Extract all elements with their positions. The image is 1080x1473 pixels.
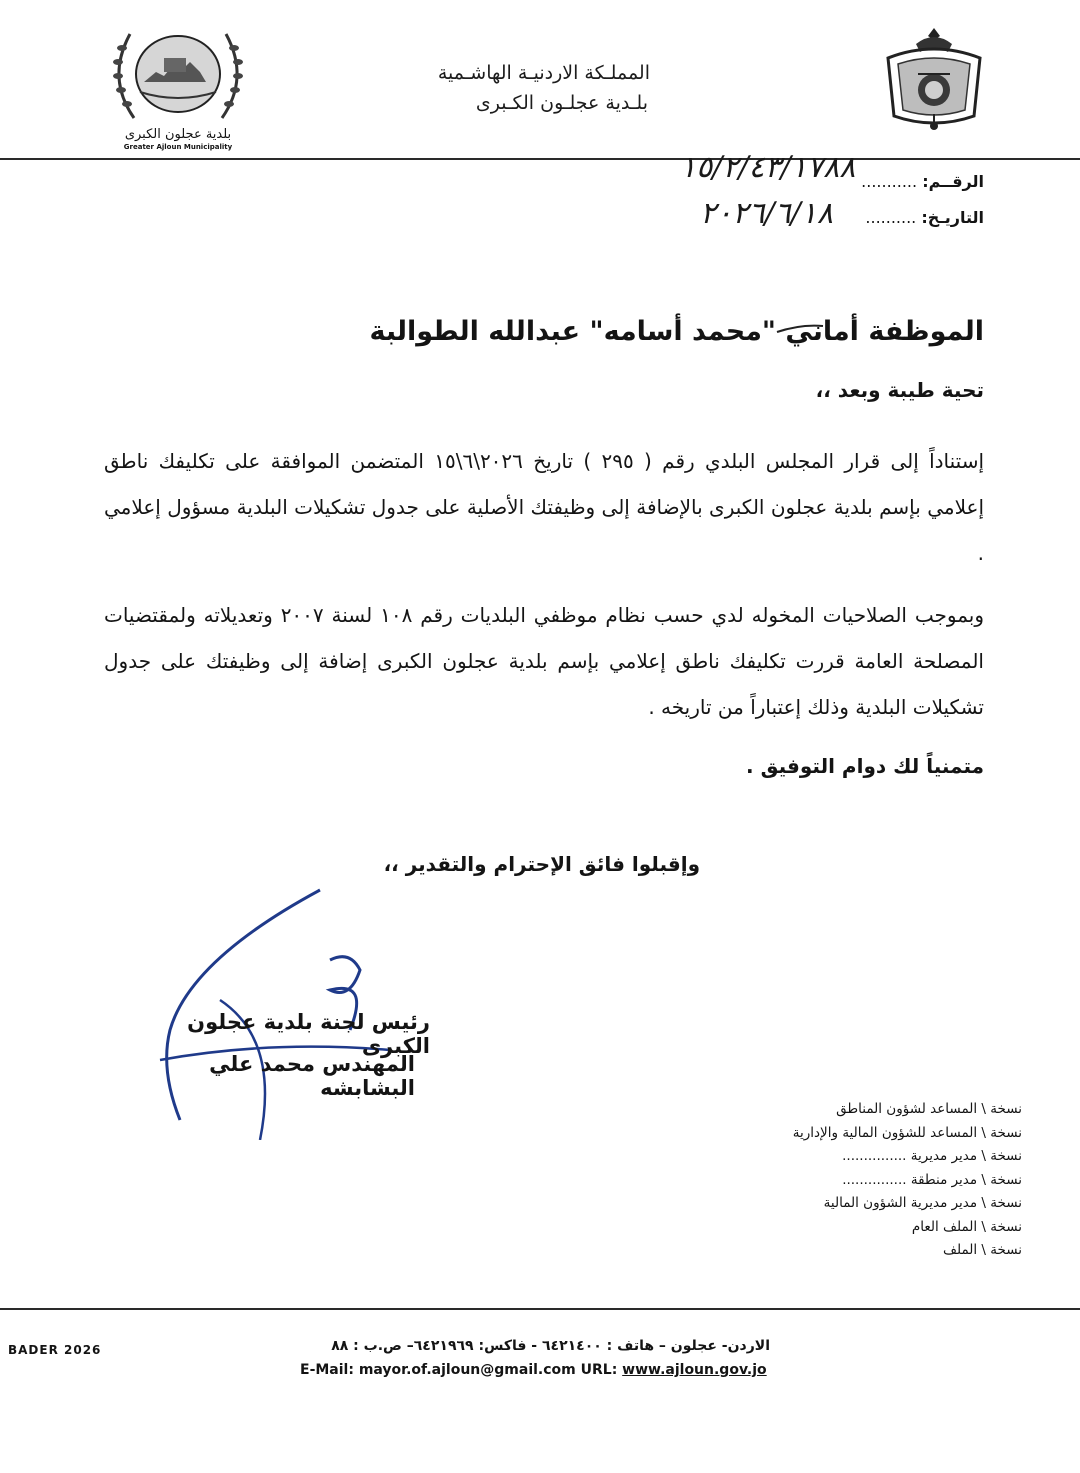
paragraph-2: وبموجب الصلاحيات المخوله لدي حسب نظام موظفي البلديات رقم ١٠٨ لسنة ٢٠٠٧ وتعديلاته ولمقتضيات المصلحة العامة قررت تكليفك ناطق إعلامي بإسم بلدية عجلون الكبرى إضافة إلى وظيفتك على جدول تشكيلات البلدية وذلك إعتباراً من تاريخه . <box>104 603 984 719</box>
logo-text-english: Greater Ajloun Municipality <box>123 143 233 151</box>
copy-item: نسخة \ مدير مديرية الشؤون المالية <box>823 1195 1022 1211</box>
footer-contacts <box>300 1362 780 1378</box>
url-label: URL: <box>580 1362 618 1378</box>
copy-item: نسخة \ مدير منطقة ............... <box>842 1171 1022 1188</box>
addressee-dash-icon <box>775 322 825 334</box>
copy-item: نسخة \ الملف <box>943 1242 1022 1258</box>
header-divider <box>0 158 1080 160</box>
date-value: ٢٠٢٦/٦/١٨ <box>700 196 834 231</box>
number-label: الرقــم: <box>922 172 984 191</box>
email-address[interactable]: mayor.of.ajloun@gmail.com <box>358 1362 576 1378</box>
paragraph-1: إستناداً إلى قرار المجلس البلدي رقم ( ٢٩٥ ) تاريخ ٢٠٢٦\٦\١٥ المتضمن الموافقة على تكليفك ناطق إعلامي بإسم بلدية عجلون الكبرى بالإضافة إلى وظيفتك الأصلية على جدول تشكيلات البلدية مسؤول إعلامي . <box>104 449 985 565</box>
footer-address: الاردن- عجلون – هاتف : ٦٤٢١٤٠٠ - فاكس: ٦٤٢١٩٦٩– ص.ب : ٨٨ <box>331 1338 770 1354</box>
jordan-royal-crest-icon <box>878 22 990 132</box>
copy-item: نسخة \ المساعد لشؤون المناطق <box>836 1101 1022 1117</box>
number-value: ١٥/٢/٤٣/١٧٨٨ <box>680 150 856 185</box>
signatory-title: رئيس لجنة بلدية عجلون الكبرى <box>187 1010 430 1058</box>
greeting: تحية طيبة وبعد ،، <box>815 378 984 402</box>
addressee: الموظفة أماني "محمد أسامه" عبدالله الطوالبة <box>369 316 984 347</box>
copy-item: نسخة \ مدير مديرية ............... <box>842 1148 1022 1164</box>
copy-item: نسخة \ الملف العام <box>911 1218 1022 1235</box>
logo-text-arabic: بلدية عجلون الكبرى <box>124 127 232 142</box>
copy-item: نسخة \ المساعد للشؤون المالية والإدارية <box>792 1124 1022 1141</box>
municipality-title: بلـدية عجلـون الكـبرى <box>475 92 648 114</box>
date-dots: .......... <box>865 208 917 227</box>
email-label: E-Mail: <box>300 1362 354 1378</box>
number-dots: ........... <box>861 172 918 191</box>
date-label: التاريـخ: <box>921 208 984 227</box>
document-code: BADER 2026 <box>8 1343 102 1357</box>
kingdom-title: المملـكة الاردنيـة الهاشـمية <box>437 62 650 84</box>
wish-line: متمنياً لك دوام التوفيق . <box>746 754 984 778</box>
signatory-name: المهندس محمد علي البشابشه <box>209 1052 415 1100</box>
copies-list <box>702 1098 1022 1263</box>
closing-line: وإقبلوا فائق الإحترام والتقدير ،، <box>383 852 700 876</box>
footer-divider <box>0 1308 1080 1310</box>
addressee-block <box>224 316 984 347</box>
website-link[interactable]: www.ajloun.gov.jo <box>622 1362 767 1378</box>
ajloun-municipality-seal-icon <box>104 18 252 130</box>
